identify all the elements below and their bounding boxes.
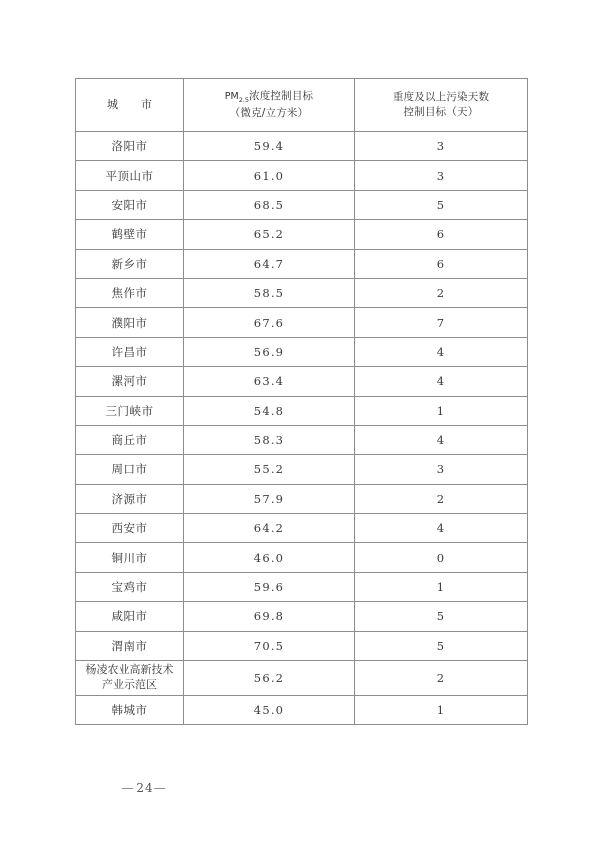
cell-pm25-target: 64.7	[184, 249, 355, 278]
cell-pm25-target: 45.0	[184, 696, 355, 725]
cell-heavy-pollution-days: 2	[355, 661, 528, 696]
cell-pm25-target: 65.2	[184, 220, 355, 249]
pm25-subscript: 2.5	[238, 96, 250, 105]
table-row	[76, 249, 528, 278]
cell-heavy-pollution-days: 0	[355, 543, 528, 572]
cell-pm25-target: 68.5	[184, 190, 355, 219]
cell-pm25-target: 58.3	[184, 425, 355, 454]
cell-city: 许昌市	[76, 337, 184, 366]
table-row	[76, 425, 528, 454]
table-row	[76, 132, 528, 161]
column-header-city	[76, 79, 184, 132]
cell-pm25-target: 56.2	[184, 661, 355, 696]
cell-pm25-target: 59.4	[184, 132, 355, 161]
footer-dash-left: —	[121, 781, 137, 795]
cell-heavy-pollution-days: 1	[355, 572, 528, 601]
cell-city: 鹤壁市	[76, 220, 184, 249]
cell-city: 三门峡市	[76, 396, 184, 425]
cell-heavy-pollution-days: 3	[355, 161, 528, 190]
table-header	[76, 79, 528, 132]
table-row	[76, 396, 528, 425]
cell-pm25-target: 67.6	[184, 308, 355, 337]
table-row	[76, 220, 528, 249]
cell-heavy-pollution-days: 4	[355, 514, 528, 543]
column-header-pm25-line2: （微克/立方米）	[229, 106, 309, 119]
cell-city: 平顶山市	[76, 161, 184, 190]
cell-city: 商丘市	[76, 425, 184, 454]
footer-dash-right: —	[153, 781, 169, 795]
cell-city: 漯河市	[76, 367, 184, 396]
cell-city: 西安市	[76, 514, 184, 543]
pm25-control-target-table	[75, 78, 528, 725]
table-header-row	[76, 79, 528, 132]
cell-heavy-pollution-days: 4	[355, 425, 528, 454]
pm25-suffix: 浓度控制目标	[249, 90, 314, 103]
cell-city: 周口市	[76, 455, 184, 484]
cell-city-line1: 杨凌农业高新技术	[85, 663, 174, 677]
column-header-days-line1: 重度及以上污染天数	[392, 90, 490, 103]
cell-pm25-target: 55.2	[184, 455, 355, 484]
table-row	[76, 661, 528, 696]
table-row	[76, 484, 528, 513]
cell-city: 新乡市	[76, 249, 184, 278]
cell-city	[76, 661, 184, 696]
table-row	[76, 337, 528, 366]
cell-heavy-pollution-days: 1	[355, 396, 528, 425]
table-row	[76, 514, 528, 543]
cell-city: 濮阳市	[76, 308, 184, 337]
cell-heavy-pollution-days: 4	[355, 337, 528, 366]
page-footer	[0, 781, 290, 795]
cell-heavy-pollution-days: 2	[355, 484, 528, 513]
cell-city: 铜川市	[76, 543, 184, 572]
table-row	[76, 278, 528, 307]
column-header-pm25	[184, 79, 355, 132]
cell-city-line2: 产业示范区	[102, 678, 157, 692]
cell-heavy-pollution-days: 6	[355, 249, 528, 278]
table-row	[76, 455, 528, 484]
cell-pm25-target: 56.9	[184, 337, 355, 366]
cell-city: 宝鸡市	[76, 572, 184, 601]
table-row	[76, 572, 528, 601]
cell-pm25-target: 61.0	[184, 161, 355, 190]
cell-city: 焦作市	[76, 278, 184, 307]
table-row	[76, 308, 528, 337]
cell-pm25-target: 57.9	[184, 484, 355, 513]
footer-page-number: 24	[136, 781, 154, 795]
cell-city: 济源市	[76, 484, 184, 513]
column-header-heavy-pollution-days	[355, 79, 528, 132]
column-header-city-label: 城 市	[107, 98, 158, 112]
table-body	[76, 132, 528, 725]
cell-heavy-pollution-days: 3	[355, 132, 528, 161]
cell-pm25-target: 70.5	[184, 631, 355, 660]
cell-city: 韩城市	[76, 696, 184, 725]
cell-pm25-target: 59.6	[184, 572, 355, 601]
cell-city: 安阳市	[76, 190, 184, 219]
cell-heavy-pollution-days: 3	[355, 455, 528, 484]
cell-heavy-pollution-days: 5	[355, 631, 528, 660]
table-row	[76, 161, 528, 190]
cell-pm25-target: 54.8	[184, 396, 355, 425]
cell-pm25-target: 46.0	[184, 543, 355, 572]
table-row	[76, 602, 528, 631]
cell-heavy-pollution-days: 1	[355, 696, 528, 725]
pm25-prefix: PM	[224, 91, 239, 103]
cell-pm25-target: 64.2	[184, 514, 355, 543]
column-header-pm25-line1	[184, 89, 354, 106]
cell-city: 渭南市	[76, 631, 184, 660]
cell-heavy-pollution-days: 6	[355, 220, 528, 249]
cell-pm25-target: 63.4	[184, 367, 355, 396]
cell-heavy-pollution-days: 5	[355, 190, 528, 219]
cell-heavy-pollution-days: 4	[355, 367, 528, 396]
table-row	[76, 367, 528, 396]
cell-heavy-pollution-days: 2	[355, 278, 528, 307]
cell-heavy-pollution-days: 5	[355, 602, 528, 631]
pm25-control-target-table-container	[75, 78, 527, 725]
table-row	[76, 543, 528, 572]
cell-city: 洛阳市	[76, 132, 184, 161]
table-row	[76, 631, 528, 660]
cell-city: 咸阳市	[76, 602, 184, 631]
table-row	[76, 190, 528, 219]
cell-pm25-target: 58.5	[184, 278, 355, 307]
table-row	[76, 696, 528, 725]
column-header-days-line2: 控制目标（天）	[403, 106, 479, 118]
cell-heavy-pollution-days: 7	[355, 308, 528, 337]
cell-pm25-target: 69.8	[184, 602, 355, 631]
